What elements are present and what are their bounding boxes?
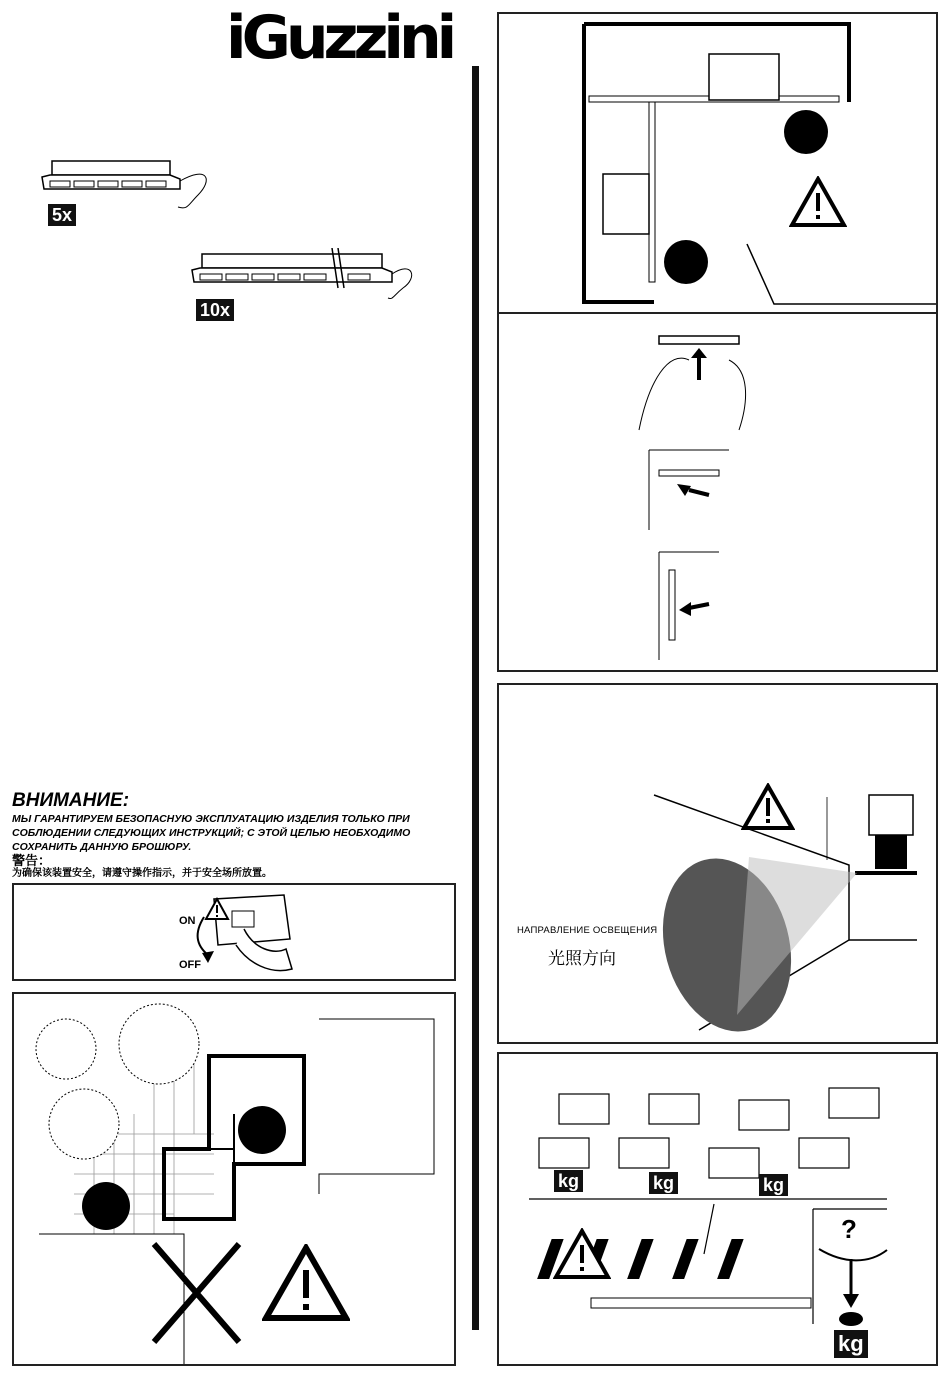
weight-badge: kg [554, 1170, 583, 1192]
warning-title-ru: ВНИМАНИЕ: [12, 790, 130, 811]
light-direction-label-ru: НАПРАВЛЕНИЕ ОСВЕЩЕНИЯ [517, 925, 658, 936]
installation-environment-panel [12, 992, 456, 1366]
install-steps-illustration [629, 320, 769, 670]
power-off-panel [12, 883, 456, 981]
weight-badge: kg [759, 1174, 788, 1196]
brand-logo: iGuzzini [226, 3, 453, 73]
section-divider [499, 312, 936, 314]
stacked-products-illustration [499, 1054, 936, 1364]
warning-triangle-icon [204, 897, 230, 921]
warning-triangle-icon [262, 1244, 350, 1322]
ceiling-wall-mounting-illustration [499, 14, 936, 314]
indoor-outdoor-illustration [14, 994, 454, 1364]
warning-text-zh: 为确保该装置安全，请遵守操作指示，并于安全场所放置。 [12, 868, 272, 879]
arrow-up-icon [691, 348, 707, 358]
arrow-left-icon [677, 484, 691, 496]
light-direction-label-zh: 光照方向 [548, 949, 616, 968]
warning-text-ru: МЫ ГАРАНТИРУЕМ БЕЗОПАСНУЮ ЭКСПЛУАТАЦИЮ ИЗДЕЛИЯ ТОЛЬКО ПРИ СОБЛЮДЕНИИ СЛЕДУЮЩИХ ИНСТРУКЦИЙ; С ЭТОЙ ЦЕЛЬЮ НЕОБХОДИМО СОХРАНИТЬ ДАННУЮ БРОШЮРУ. [12, 813, 411, 853]
weight-badge: kg [649, 1172, 678, 1194]
light-direction-panel [497, 683, 938, 1044]
mounting-orientation-panel [497, 12, 938, 672]
question-mark: ? [841, 1214, 857, 1244]
weight-storage-panel [497, 1052, 938, 1366]
light-direction-illustration [499, 685, 936, 1042]
switch-on-label: ON [179, 915, 196, 927]
warning-triangle-icon [553, 1228, 611, 1280]
warning-triangle-icon [741, 783, 795, 831]
count-badge-5: 5x [48, 204, 76, 226]
arrow-left-icon [679, 602, 691, 616]
count-badge-10: 10x [196, 299, 234, 321]
page-divider [472, 66, 479, 1330]
weight-badge-large: kg [834, 1330, 868, 1358]
switch-off-label: OFF [179, 959, 201, 971]
warning-title-zh: 警告： [12, 853, 52, 868]
product-10-illustration [188, 248, 418, 303]
warning-triangle-icon [789, 176, 847, 228]
